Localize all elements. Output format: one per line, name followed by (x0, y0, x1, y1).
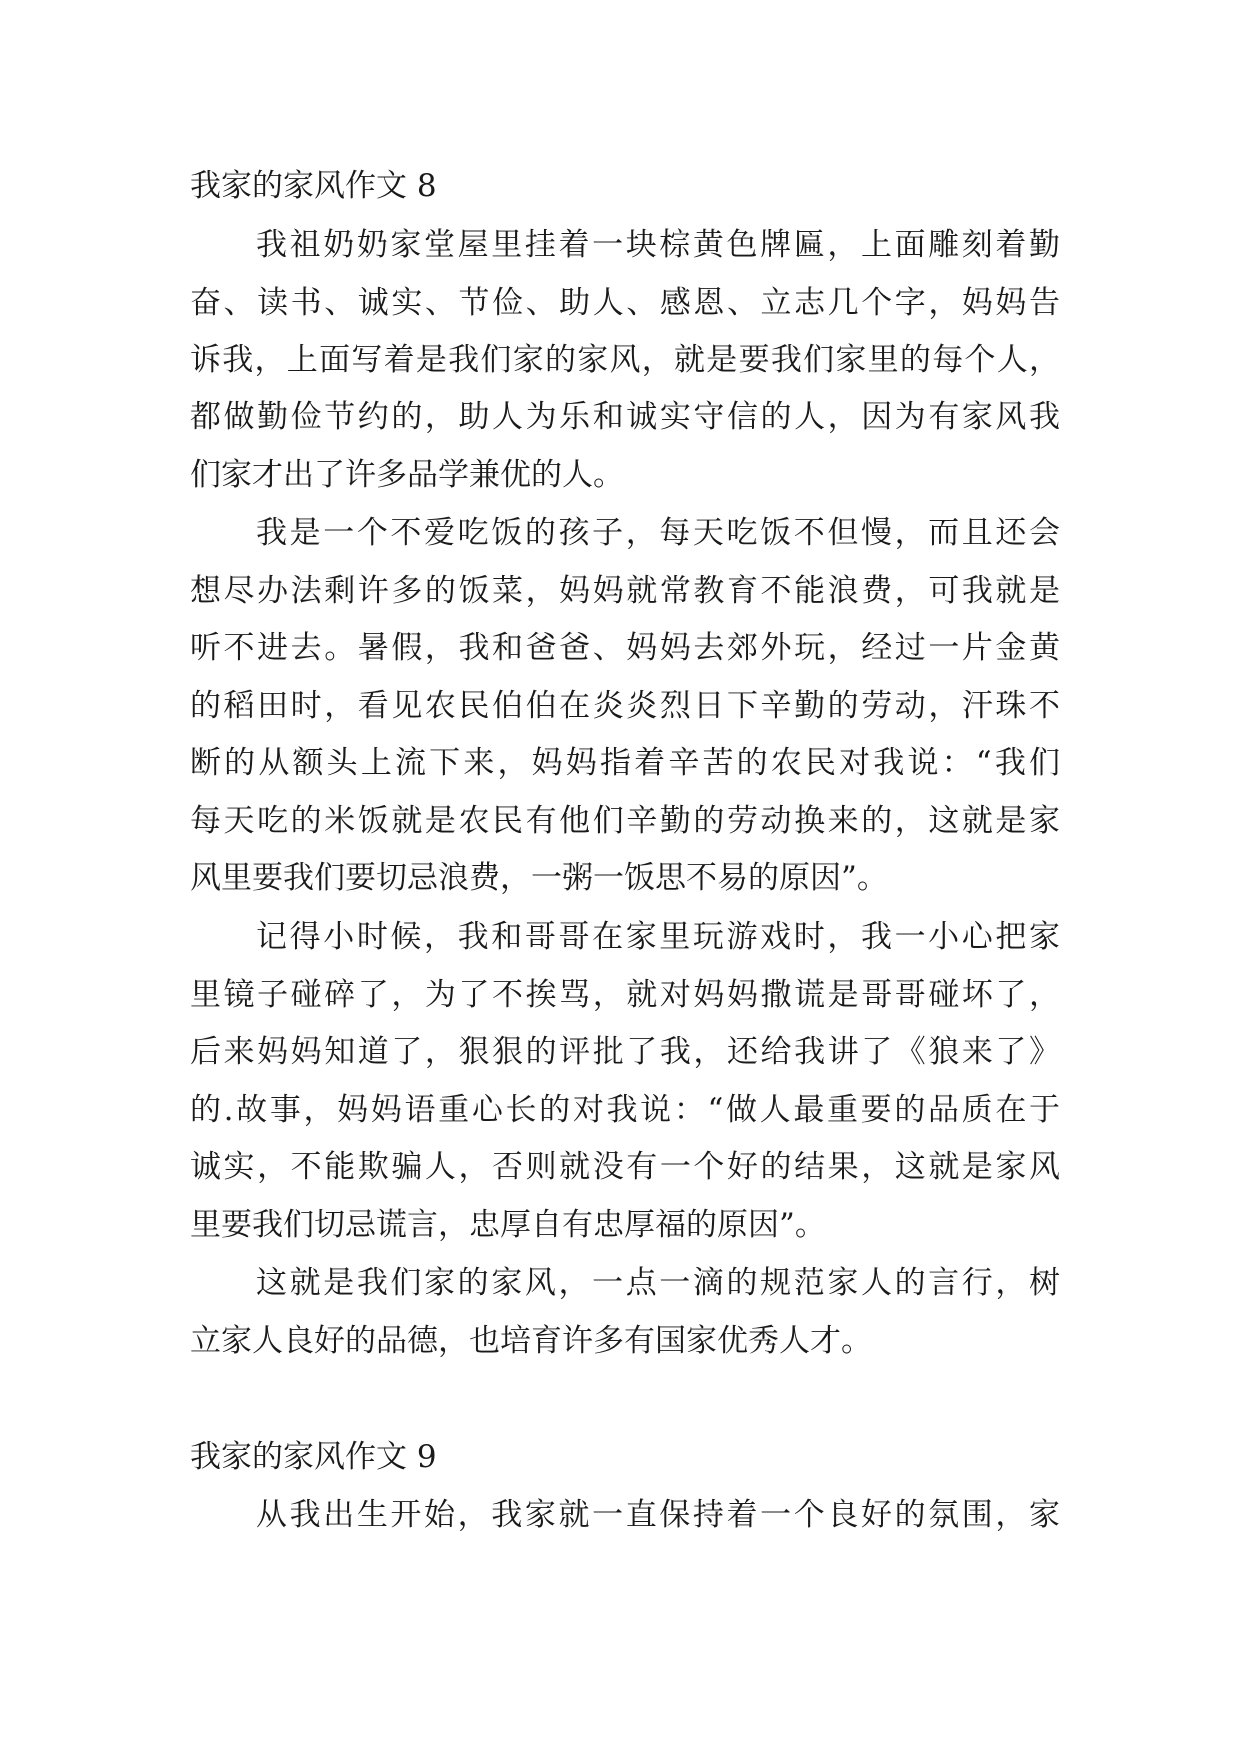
paragraph-line: 断的从额头上流下来，妈妈指着辛苦的农民对我说：“我们 (190, 745, 1060, 781)
paragraph-line: 的.故事，妈妈语重心长的对我说：“做人最重要的品质在于 (190, 1092, 1060, 1128)
paragraph-line: 从我出生开始，我家就一直保持着一个良好的氛围，家 (256, 1497, 1060, 1533)
paragraph-line: 里镜子碰碎了，为了不挨骂，就对妈妈撒谎是哥哥碰坏了， (190, 977, 1060, 1013)
paragraph-line: 们家才出了许多品学兼优的人。 (190, 457, 624, 493)
paragraph-line: 每天吃的米饭就是农民有他们辛勤的劳动换来的，这就是家 (190, 803, 1060, 839)
paragraph-line: 听不进去。暑假，我和爸爸、妈妈去郊外玩，经过一片金黄 (190, 630, 1060, 666)
paragraph-line: 我祖奶奶家堂屋里挂着一块棕黄色牌匾，上面雕刻着勤 (256, 227, 1060, 263)
section-title-9: 我家的家风作文 9 (190, 1439, 437, 1475)
paragraph-line: 的稻田时，看见农民伯伯在炎炎烈日下辛勤的劳动，汗珠不 (190, 688, 1060, 724)
paragraph-line: 立家人良好的品德，也培育许多有国家优秀人才。 (190, 1323, 872, 1359)
paragraph-line: 奋、读书、诚实、节俭、助人、感恩、立志几个字，妈妈告 (190, 285, 1060, 321)
paragraph-line: 我是一个不爱吃饭的孩子，每天吃饭不但慢，而且还会 (256, 515, 1060, 551)
paragraph-line: 都做勤俭节约的，助人为乐和诚实守信的人，因为有家风我 (190, 399, 1060, 435)
paragraph-line: 后来妈妈知道了，狠狠的评批了我，还给我讲了《狼来了》 (190, 1034, 1060, 1070)
paragraph-line: 诉我，上面写着是我们家的家风，就是要我们家里的每个人， (190, 342, 1060, 378)
paragraph-line: 诚实，不能欺骗人，否则就没有一个好的结果，这就是家风 (190, 1149, 1060, 1185)
paragraph-line: 风里要我们要切忌浪费，一粥一饭思不易的原因”。 (190, 860, 888, 896)
paragraph-line: 记得小时候，我和哥哥在家里玩游戏时，我一小心把家 (256, 919, 1060, 955)
paragraph-line: 里要我们切忌谎言，忠厚自有忠厚福的原因”。 (190, 1207, 826, 1243)
paragraph-line: 这就是我们家的家风，一点一滴的规范家人的言行，树 (256, 1265, 1060, 1301)
section-title-8: 我家的家风作文 8 (190, 168, 437, 204)
paragraph-line: 想尽办法剩许多的饭菜，妈妈就常教育不能浪费，可我就是 (190, 573, 1060, 609)
